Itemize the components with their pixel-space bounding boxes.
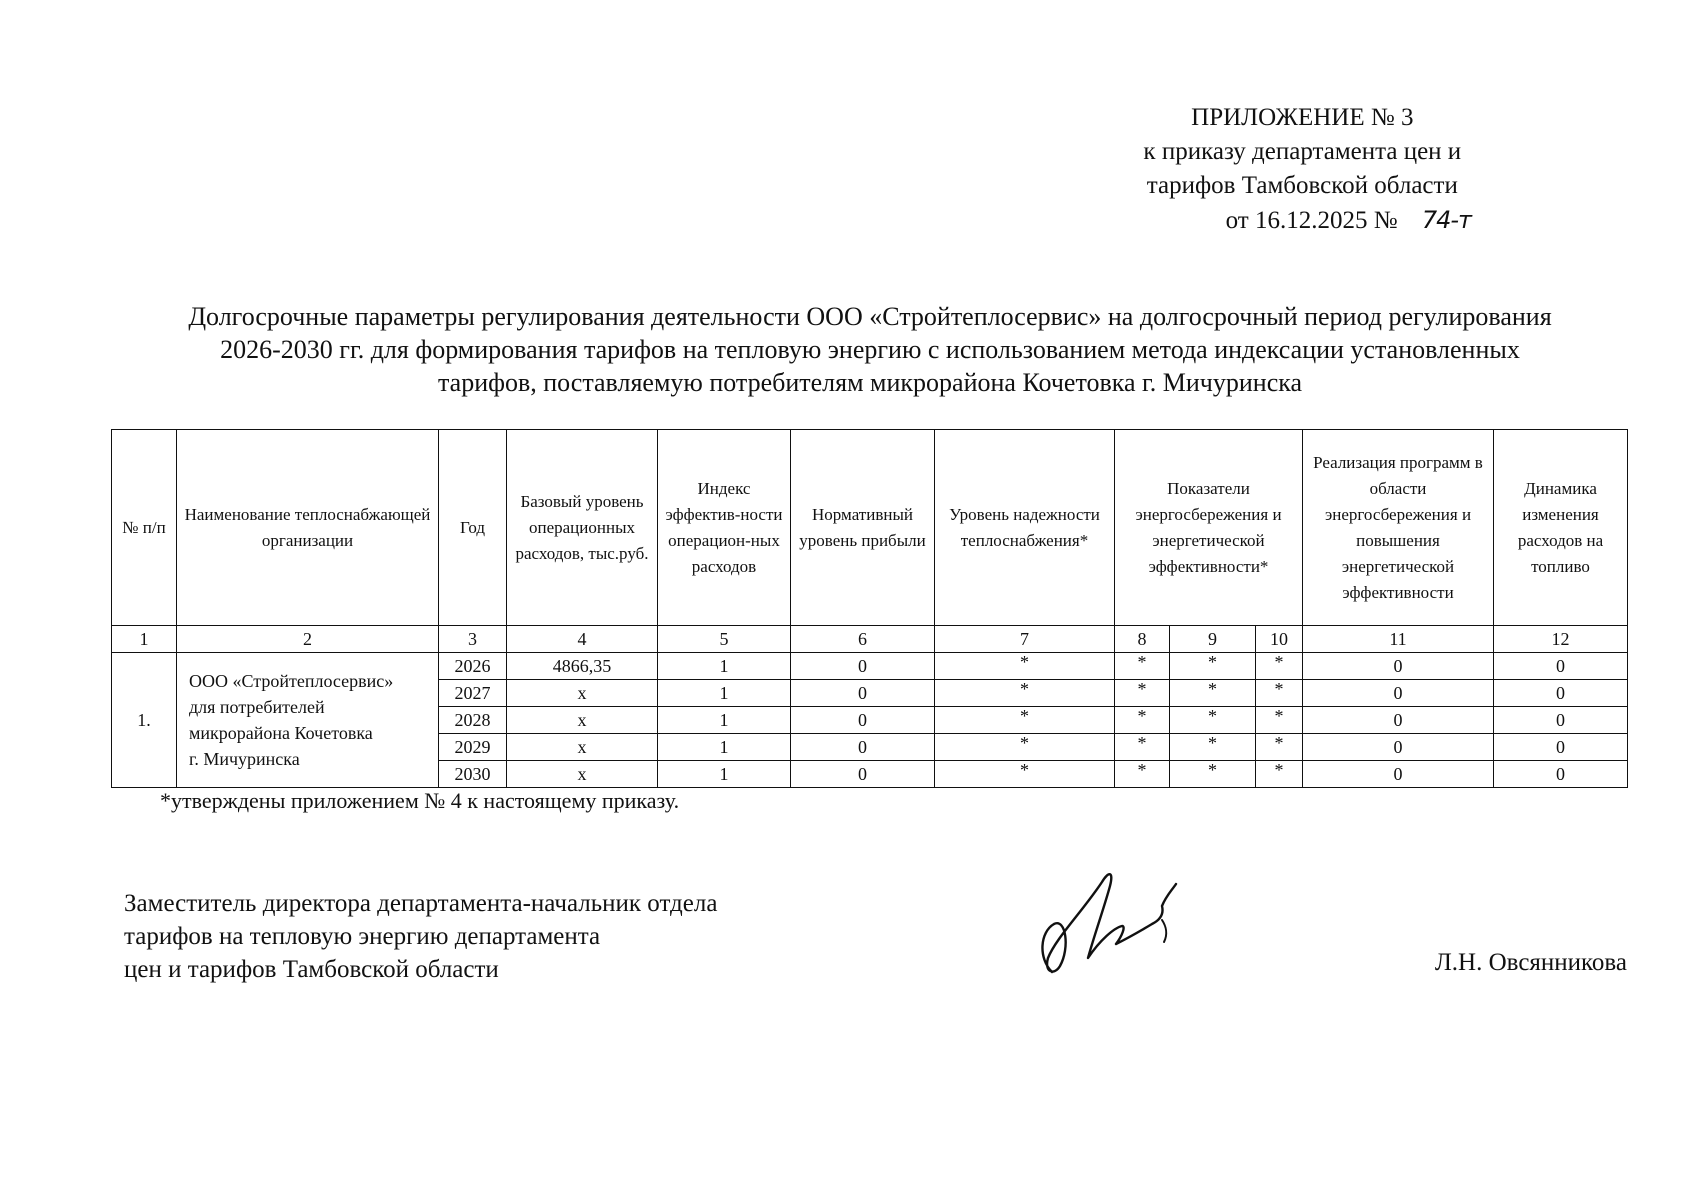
column-number: 8 (1115, 626, 1170, 653)
column-number: 10 (1256, 626, 1303, 653)
header-efficiency-index: Индекс эффектив-ности операцион-ных расходов (658, 430, 791, 626)
appendix-block (1134, 101, 1471, 238)
column-number: 5 (658, 626, 791, 653)
cell-energy-9: * (1170, 680, 1256, 707)
appendix-line-2: тарифов Тамбовской области (1146, 172, 1458, 199)
cell-fuel: 0 (1494, 761, 1628, 788)
organization-name (177, 653, 439, 788)
signer-position (124, 887, 717, 986)
cell-index: 1 (658, 707, 791, 734)
footnote: *утверждены приложением № 4 к настоящему приказу. (160, 788, 680, 813)
column-number: 6 (791, 626, 935, 653)
signer-name: Л.Н. Овсянникова (1434, 949, 1627, 976)
order-date: от 16.12.2025 № (1225, 207, 1398, 234)
cell-energy-8: * (1115, 734, 1170, 761)
title-line-2: 2026-2030 гг. для формирования тарифов на тепловую энергию с использованием метода индексации установленных (220, 335, 1520, 364)
column-number: 9 (1170, 626, 1256, 653)
cell-year: 2028 (439, 707, 507, 734)
organization-line: для потребителей (189, 697, 325, 717)
cell-base: х (507, 707, 658, 734)
cell-base: 4866,35 (507, 653, 658, 680)
title-line-1: Долгосрочные параметры регулирования деятельности ООО «Стройтеплосервис» на долгосрочный период регулирования (188, 302, 1552, 331)
cell-energy-9: * (1170, 761, 1256, 788)
cell-index: 1 (658, 653, 791, 680)
cell-index: 1 (658, 761, 791, 788)
header-org: Наименование теплоснабжающей организации (177, 430, 439, 626)
cell-reliability: * (935, 734, 1115, 761)
cell-year: 2027 (439, 680, 507, 707)
column-number: 12 (1494, 626, 1628, 653)
column-number: 11 (1303, 626, 1494, 653)
order-number-handwritten: 74-т (1421, 206, 1471, 234)
cell-energy-8: * (1115, 707, 1170, 734)
cell-profit: 0 (791, 680, 935, 707)
cell-energy-9: * (1170, 707, 1256, 734)
appendix-heading: ПРИЛОЖЕНИЕ № 3 (1191, 104, 1414, 131)
cell-energy-10: * (1256, 653, 1303, 680)
cell-energy-9: * (1170, 734, 1256, 761)
cell-profit: 0 (791, 761, 935, 788)
cell-energy-8: * (1115, 653, 1170, 680)
column-number: 1 (112, 626, 177, 653)
cell-fuel: 0 (1494, 653, 1628, 680)
cell-base: х (507, 761, 658, 788)
cell-programs: 0 (1303, 734, 1494, 761)
header-fuel-dynamics: Динамика изменения расходов на топливо (1494, 430, 1628, 626)
cell-energy-10: * (1256, 680, 1303, 707)
cell-profit: 0 (791, 707, 935, 734)
cell-fuel: 0 (1494, 707, 1628, 734)
cell-fuel: 0 (1494, 680, 1628, 707)
organization-line: ООО «Стройтеплосервис» (189, 671, 394, 691)
cell-index: 1 (658, 680, 791, 707)
column-number: 4 (507, 626, 658, 653)
cell-profit: 0 (791, 653, 935, 680)
cell-programs: 0 (1303, 707, 1494, 734)
parameters-table (111, 429, 1628, 788)
table-row (112, 653, 1628, 680)
title-line-3: тарифов, поставляемую потребителям микрорайона Кочетовка г. Мичуринска (437, 368, 1303, 397)
header-year: Год (439, 430, 507, 626)
column-number: 2 (177, 626, 439, 653)
header-base-level: Базовый уровень операционных расходов, тыс.руб. (507, 430, 658, 626)
header-energy-indicators: Показатели энергосбережения и энергетической эффективности* (1115, 430, 1303, 626)
appendix-order-line (1134, 203, 1471, 238)
document-title (110, 300, 1630, 399)
handwritten-signature (1030, 860, 1200, 990)
column-number: 3 (439, 626, 507, 653)
signer-position-line-1: Заместитель директора департамента-начальник отдела (124, 890, 718, 917)
cell-base: х (507, 680, 658, 707)
column-numbers-row (112, 626, 1628, 653)
table-header-row (112, 430, 1628, 626)
cell-base: х (507, 734, 658, 761)
cell-reliability: * (935, 680, 1115, 707)
cell-year: 2026 (439, 653, 507, 680)
signer-position-line-2: тарифов на тепловую энергию департамента (124, 923, 601, 950)
cell-reliability: * (935, 761, 1115, 788)
cell-energy-10: * (1256, 734, 1303, 761)
row-number: 1. (112, 653, 177, 788)
cell-programs: 0 (1303, 653, 1494, 680)
cell-energy-9: * (1170, 653, 1256, 680)
cell-programs: 0 (1303, 761, 1494, 788)
signer-position-line-3: цен и тарифов Тамбовской области (124, 956, 499, 983)
header-num: № п/п (112, 430, 177, 626)
cell-energy-10: * (1256, 707, 1303, 734)
cell-energy-10: * (1256, 761, 1303, 788)
cell-year: 2029 (439, 734, 507, 761)
organization-line: г. Мичуринска (189, 749, 300, 769)
header-programs: Реализация программ в области энергосбережения и повышения энергетической эффективности (1303, 430, 1494, 626)
appendix-line-1: к приказу департамента цен и (1143, 138, 1462, 165)
cell-reliability: * (935, 707, 1115, 734)
cell-programs: 0 (1303, 680, 1494, 707)
cell-energy-8: * (1115, 761, 1170, 788)
cell-fuel: 0 (1494, 734, 1628, 761)
column-number: 7 (935, 626, 1115, 653)
cell-index: 1 (658, 734, 791, 761)
cell-reliability: * (935, 653, 1115, 680)
cell-energy-8: * (1115, 680, 1170, 707)
cell-year: 2030 (439, 761, 507, 788)
cell-profit: 0 (791, 734, 935, 761)
organization-line: микрорайона Кочетовка (189, 723, 373, 743)
header-profit: Нормативный уровень прибыли (791, 430, 935, 626)
header-reliability: Уровень надежности теплоснабжения* (935, 430, 1115, 626)
